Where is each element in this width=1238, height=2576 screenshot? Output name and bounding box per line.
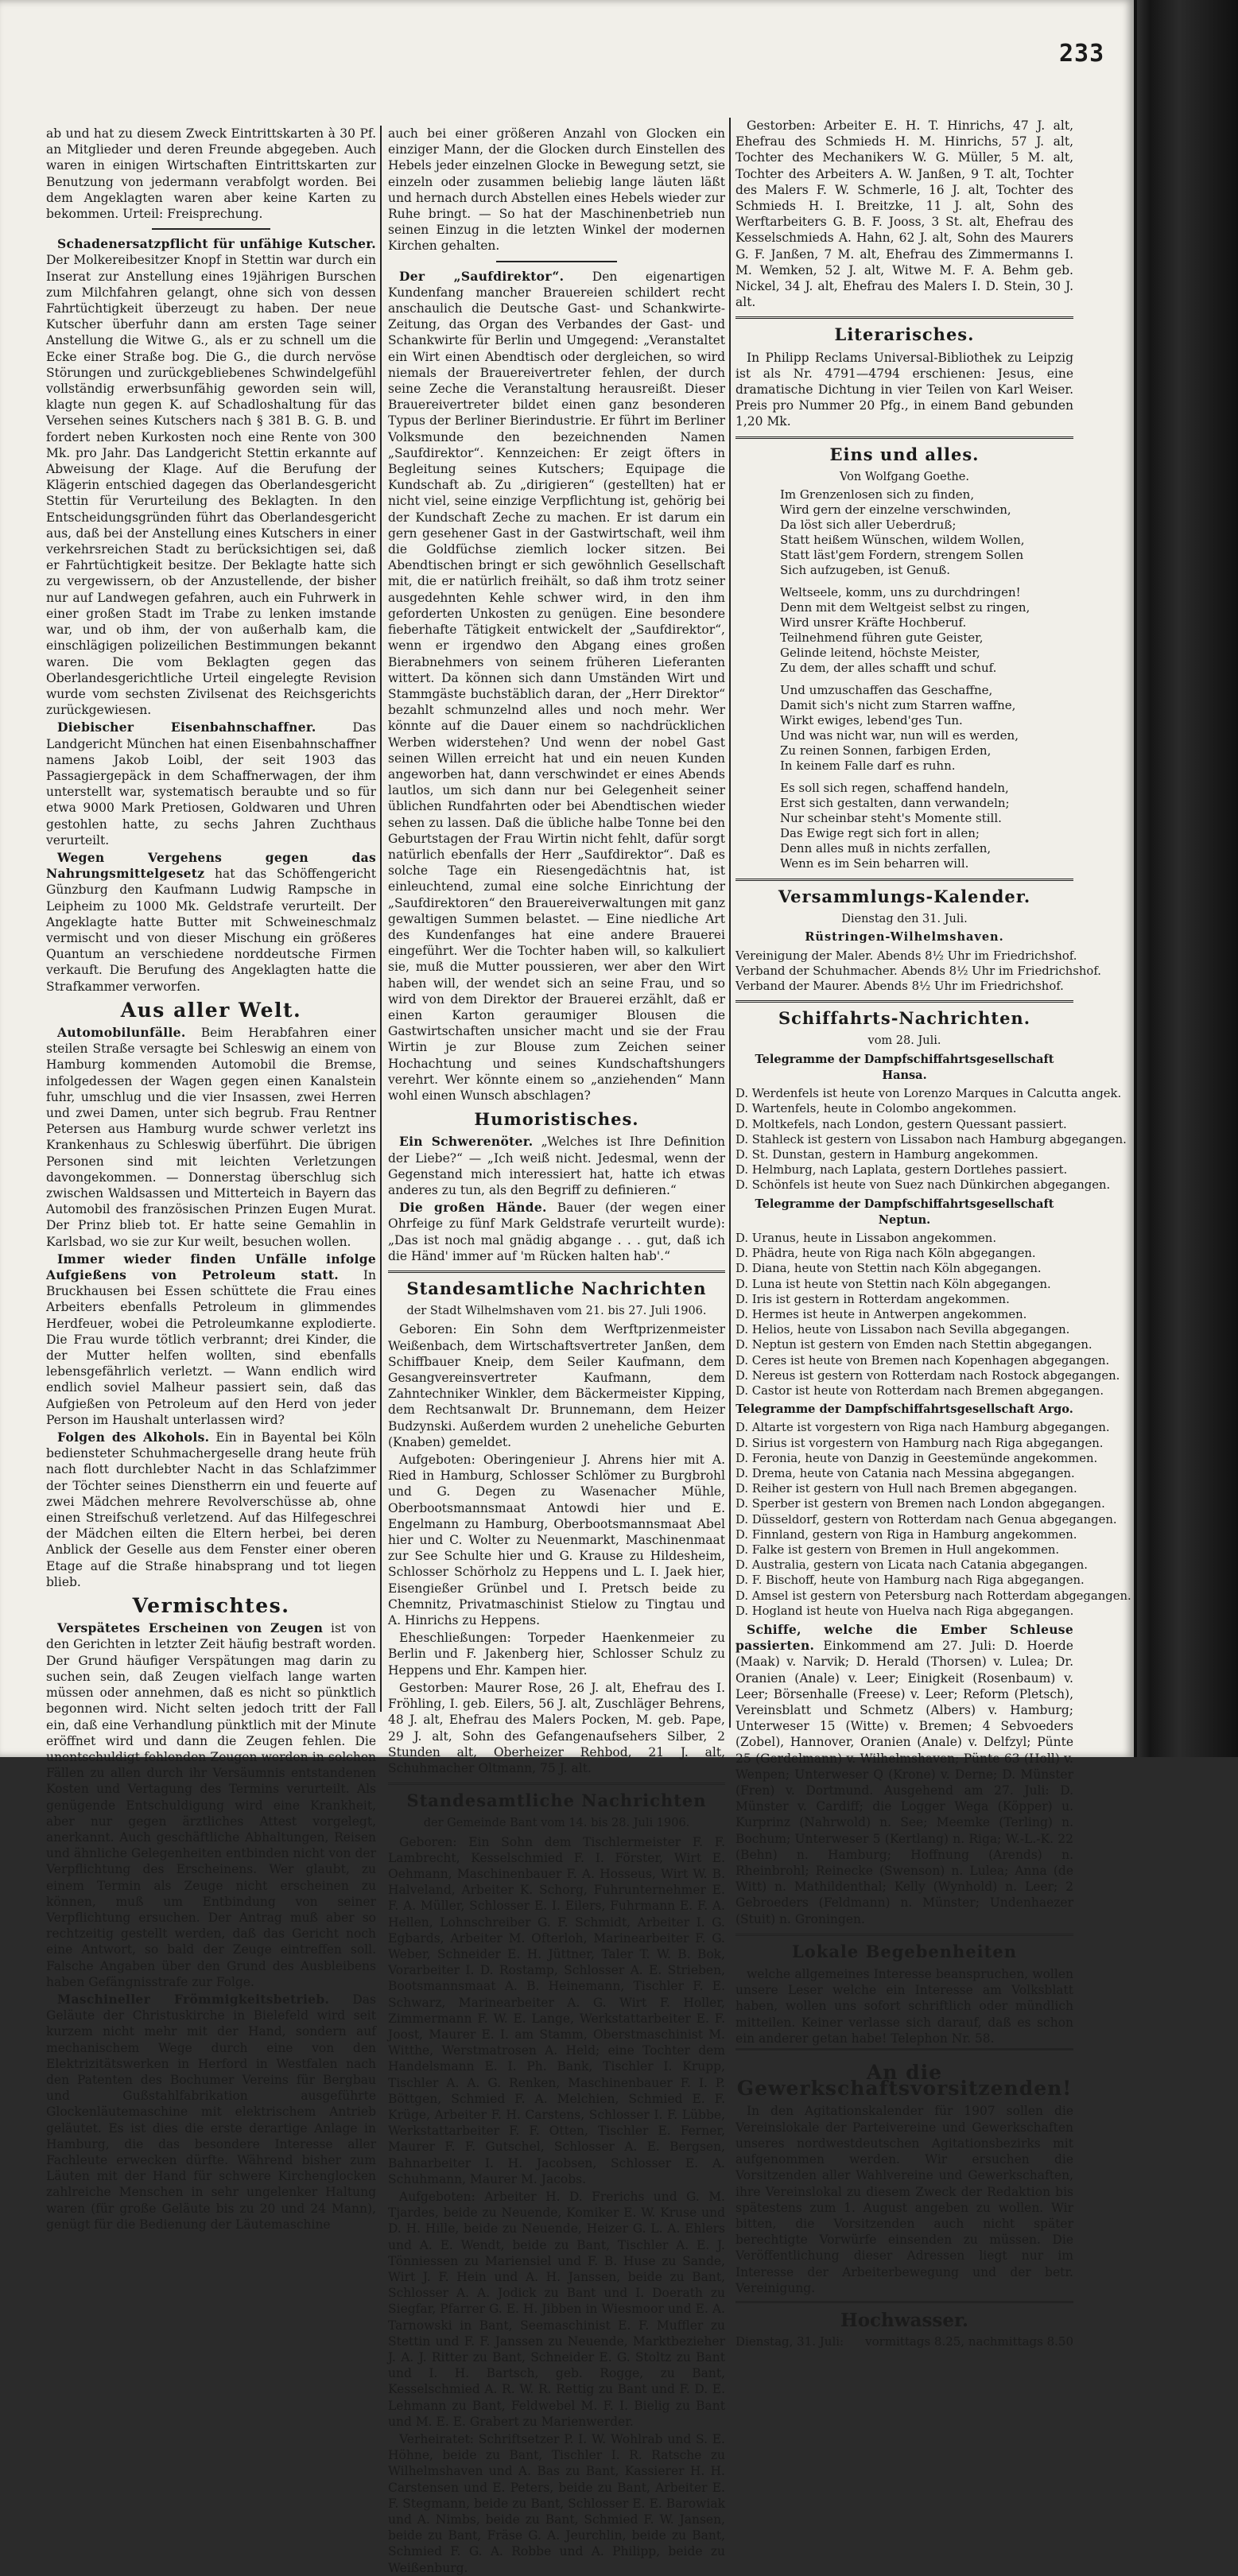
telegram-entry: D. Stahleck ist gestern von Lissabon nach Hamburg abgegangen.	[735, 1132, 1127, 1146]
poem-line: Und was nicht war, nun will es werden,	[780, 728, 1019, 743]
standesamt-geboren: Geboren: Ein Sohn dem Werftprizenmeister Weißenbach, dem Wirtschaftsvertreter Janßen, dem Schiffbauer Kneip, dem Seiler Kaufmann, dem Gesangvereinsvertreter Kaufmann, dem Zahntechniker Winkler, dem Bäckermeister Kipping, dem Rechtsanwalt Dr. Brunnemann, dem Heizer Budzynski. Außerdem wurden 2 uneheliche Geburten (Knaben) gemeldet.	[388, 1322, 725, 1449]
poem-line: Denn alles muß in nichts zerfallen,	[780, 841, 992, 856]
telegram-entry: D. St. Dunstan, gestern in Hamburg angekommen.	[735, 1147, 1038, 1162]
telegram-entry: D. Moltkefels, nach London, gestern Quessant passiert.	[735, 1117, 1067, 1131]
article-nahrungsmittel	[46, 850, 376, 995]
telegram-entry: D. Feronia, heute von Danzig in Geestemünde angekommen.	[735, 1451, 1098, 1465]
column-middle	[388, 126, 725, 2575]
standesamt-verheiratet: Verheiratet: Schriftsetzer P. I. W. Wohlrab und S. E. Höhne, beide zu Bant, Tischler I. R. Ratsche zu Wilhelmshaven und A. Bas zu Bant, Kassierer H. H. Carstensen und E. Peters, beide zu Bant, Arbeiter E. F. Stegmann, beide zu Bant, Schlosser E. E. Barowiak und A. Nimbs, beide zu Bant, Schmied F. W. Jansen, beide zu Bant, Fräse G. A. Jeurchlin, beide zu Bant, Schmied F. G. A. Robbe und A. Philipp, beide zu Weißenburg.	[388, 2432, 725, 2575]
column-left	[46, 126, 376, 2232]
article-kutscher	[46, 236, 376, 718]
standesamt-subtitle: der Gemeinde Bant vom 14. bis 28. Juli 1906.	[423, 1817, 690, 1830]
shipping-date: vom 28. Juli.	[867, 1034, 941, 1048]
telegram-entry: D. Uranus, heute in Lissabon angekommen.	[735, 1231, 997, 1245]
poem-line: Zu reinen Sonnen, farbigen Erden,	[780, 743, 992, 758]
standesamt-gestorben: Gestorben: Maurer Rose, 26 J. alt, Ehefrau des I. Fröhling, I. geb. Eilers, 56 J. alt, Zuschläger Behrens, 48 J. alt, Ehefrau des Malers Pocken, M. geb. Pape, 29 J. alt, Sohn des Gefangenaufsehers Silber, 2 Stunden alt, Oberheizer Rehbod, 21 J. alt, Schuhmacher Oltmann, 75 J. alt.	[388, 1680, 725, 1775]
joke-text: „Welches ist Ihre Definition der Liebe?“ — „Ich weiß nicht. Jedesmal, wenn der Gegenstand mich interessiert hat, hatte ich etwas anderes zu tun, als den Begriff zu definieren.“	[388, 1135, 725, 1197]
poem-line: Nur scheinbar steht's Momente still.	[780, 811, 1002, 826]
standesamt-geboren: Geboren: Ein Sohn dem Tischlermeister F. F. Lambrecht, Kesselschmied F. I. Förster, Wirt E. Oehmann, Maschinenbauer F. A. Hosseus, Wirt W. B. Halveland, Arbeiter K. Schorg, Fuhrunternehmer E. F. A. Müller, Schlosser E. I. Eilers, Fuhrmann E. F. A. Hellen, Lohnschreiber G. F. Schmidt, Arbeiter I. G. Egbards, Arbeiter M. Ofterloh, Marinearbeiter F. G. Weber, Schneider E. H. Jüttner, Taler T. W. B. Bok, Vorarbeiter I. D. Rostamp, Schlosser A. E. Strieben, Bootsmannsmaat A. B. Heinemann, Tischler F. E. Schwarz, Marinearbeiter A. G. Wirt F. Holler, Zimmermann F. W. E. Lange, Werkstattarbeiter E. F. Joost, Maurer E. I. am Stamm, Oberstmaschinist M. Witthe, Werstmatrosen A. Held; eine Tochter dem Handelsmann E. I. Ph. Bank, Tischler I. Krupp, Tischler A. A. G. Renken, Maschinenbauer F. I. P. Böttgen, Schmied F. A. Melchien, Schmied E. F. Krüge, Arbeiter F. H. Carstens, Schlosser I. F. Lübbe, Werkstattarbeiter F. F. Otten, Tischler E. Ferner, Maurer F. F. Gutschel, Schlosser A. E. Bergsen, Bahnarbeiter I. H. Jacobsen, Schlosser E. A. Schuhmann, Maurer M. Jacobs.	[388, 1834, 725, 2186]
telegram-list-neptun	[735, 1231, 1120, 1399]
telegram-entry: D. Schönfels ist heute von Suez nach Dünkirchen abgegangen.	[735, 1178, 1111, 1193]
standesamt-eheschliessungen: Eheschließungen: Torpeder Haenkenmeier zu Berlin und F. Jakenberg hier, Schlosser Schulz zu Heppens und Ehr. Kampen hier.	[388, 1631, 725, 1678]
poem-line: Sich aufzugeben, ist Genuß.	[780, 563, 951, 578]
schleuse-text: Einkommend am 27. Juli: D. Hoerde (Maak) v. Narvik; D. Herald (Thorsen) v. Lulea; Dr. Oranien (Anale) v. Leer; Einigkeit (Rosenbaum) v. Leer; Börsenhalle (Freese) v. Leer; Reform (Pletsch), Vereinsblatt und Schmetz (Albers) v. Hamburg; Unterweser 15 (Witte) v. Bremen; 4 Sebvoeders (Zobel), Hannover, Oranien (Anale) v. Delfzyl; Pünte 25 (Gerdelmann) v. Wilhelmshaven; Pünte 63 (Holl) v. Wenpen; Unterweser Q (Krone) v. Derne; D. Münster (Fren) v. Dortmund. Ausgehend am 27. Juli: D. Münster v. Cardiff; die Logger Wega (Köpper) u. Kurprinz (Nahrwold) n. See; Meemke (Terling) n. Bochum; Unterweser 5 (Kertlang) n. Riga; W.-L.-K. 22 (Behn) n. Hamburg; Hoffnung (Arends) n. Rheinbrohl; Reinecke (Swenson) n. Lulea; Anna (de Witt) n. Mathildenthal; Kelly (Wynhold) n. Leer; 2 Gebroeders (Feldmann) n. Münster; Undenhaezer (Stuit) n. Groningen.	[735, 1639, 1073, 1926]
telegram-entry: D. Nereus ist gestern von Rotterdam nach Rostock abgegangen.	[735, 1368, 1120, 1383]
schleuse-report	[735, 1622, 1073, 1927]
poem-line: Statt heißem Wünschen, wildem Wollen,	[780, 533, 1025, 548]
article-heading: Wegen Vergehens gegen das Nahrungsmittelgesetz	[46, 849, 376, 882]
poem-line: In keinem Falle darf es ruhn.	[780, 758, 956, 774]
column-rule-1	[380, 126, 382, 1712]
separator	[735, 1000, 1073, 1003]
literary-notice: In Philipp Reclams Universal-Bibliothek zu Leipzig ist als Nr. 4791—4794 erschienen: Jesus, eine dramatische Dichtung in vier Teilen von Karl Weiser. Preis pro Nummer 20 Pfg., in einem Band gebunden 1,20 Mk.	[735, 350, 1073, 429]
telegram-entry: D. Werdenfels ist heute von Lorenzo Marques in Calcutta angek.	[735, 1087, 1122, 1101]
joke-schwerenoeter	[388, 1134, 725, 1198]
section-heading-hochwasser: Hochwasser.	[840, 2309, 969, 2331]
separator	[152, 228, 270, 230]
standesamt-aufgeboten: Aufgeboten: Arbeiter H. D. Frerichs und G. M. Tjardes, beide zu Neuende, Komiker E. W. Kruse und D. H. Hille, beide zu Neuende, Heizer G. L. A. Ehlers und A. E. Wendt, beide zu Bant, Tischler A. E. J. Tönniessen zu Mariensiel und F. B. Huse zu Sande, Wirt J. F. Hein und A. H. Janssen, beide zu Bant, Schlosser A. A. Jodick zu Bant und I. Doerath zu Siegfar, Pfarrer G. E. H. Jibben in Wiesmoor und E. A. Tarnowski in Bant, Seemaschinist E. F. Muffler zu Stettin und F. F. Janssen zu Neuende, Marktbezieher J. A. J. Ritter zu Bant, Schneider E. G. Stoltz zu Bant und I. H. Bartsch, geb. Rogge, zu Bant, Kesselschmied A. R. W. R. Rettig zu Bant und F. D. E. Lehmann zu Bant, Feldwebel M. F. I. Bielig zu Bant und M. E. E. Grabert zu Marienwerder.	[388, 2189, 725, 2429]
poem-line: Im Grenzenlosen sich zu finden,	[780, 487, 975, 502]
telegram-heading: Telegramme der Dampfschiffahrtsgesellschaft Hansa.	[755, 1052, 1054, 1082]
separator	[735, 316, 1073, 319]
article-heading: Schadenersatzpflicht für unfähige Kutscher.	[57, 236, 376, 252]
poem-author: Von Wolfgang Goethe.	[840, 470, 969, 483]
calendar-place: Rüstringen-Wilhelmshaven.	[805, 930, 1004, 945]
calendar-entry: Vereinigung der Maler. Abends 8½ Uhr im Friedrichshof.	[735, 949, 1077, 963]
poem-stanza	[780, 781, 1073, 871]
section-heading-standesamt-bant: Standesamtliche Nachrichten	[406, 1790, 707, 1811]
article-heading: Der „Saufdirektor“.	[399, 268, 565, 284]
article-text: ist von den Gerichten in letzter Zeit häufig bestraft worden. Der Grund häufiger Verspätungen mag darin zu suchen sein, daß Zeugen vielfach lange warten müssen oder annehmen, daß es nicht so pünktlich begonnen wird. Nicht selten jedoch tritt der Fall ein, daß eine Verhandlung pünktlich mit der Minute eröffnet wird und dann die Zeugen fehlen. Die unentschuldigt fehlenden Zeugen werden in solchen Fällen zu allen durch ihr Versäumnis entstandenen Kosten und Vertagung des Termins verurteilt. Als genügende Entschuldigung wird eine Krankheit, aber nur gegen ärztliches Attest vorgelegt, anerkannt. Auch geschäftliche Abhaltungen, Reisen und ähnliche Gelegenheiten entbinden nicht von der Verpflichtung des Erscheinens. Wer glaubt, zu einem Termin als Zeuge nicht erscheinen zu können, muß um Entbindung von seiner Verpflichtung ersuchen. Der Antrag muß aber so rechtzeitig gestellt werden, daß das Gericht noch eine Antwort, so bald der Zeuge eintreffen soll. Falsche Angaben über den Grund des Ausbleibens haben Gefängnisstrafe zur Folge.	[46, 1621, 376, 1989]
telegram-entry: D. Finnland, gestern von Riga in Hamburg angekommen.	[735, 1527, 1077, 1542]
telegram-entry: D. Amsel ist gestern von Petersburg nach Rotterdam abgegangen.	[735, 1589, 1131, 1603]
telegram-entry: D. Düsseldorf, gestern von Rotterdam nach Genua abgegangen.	[735, 1512, 1117, 1527]
article-saufdirektor	[388, 269, 725, 1104]
joke-text: Bauer (der wegen einer Ohrfeige zu fünf Mark Geldstrafe verurteilt wurde): „Das ist noch mal gnädig abgange . . . gut, daß ich die Händ' immer auf 'm Rücken halten hab'.“	[388, 1201, 725, 1263]
tide-day: Dienstag, 31. Juli:	[735, 2334, 844, 2349]
article-text: In Bruckhausen bei Essen schüttete die Frau eines Arbeiters ebenfalls Petroleum in glimmendes Herdfeuer, wobei die Petroleumkanne explodierte. Die Frau wurde tötlich verbrannt; drei Kinder, die der Mutter helfen wollten, sind ebenfalls lebensgefährlich verletzt. — Wann endlich wird endlich soviel Malheur passiert sein, daß das Aufgießen von Petroleum auf den Herd von jeder Person im Haushalt unterlassen wird?	[46, 1268, 376, 1427]
separator	[735, 436, 1073, 439]
standesamt-gestorben: Gestorben: Arbeiter E. H. T. Hinrichs, 47 J. alt, Ehefrau des Schmieds H. M. Hinrichs, 57 J. alt, Tochter des Mechanikers W. G. Müller, 5 M. alt, Tochter des Arbeiters A. W. Janßen, 9 T. alt, Tochter des Malers F. W. Schmerle, 16 J. alt, Tochter des Schmieds H. I. Breitzke, 11 J. alt, Sohn des Werftarbeiters G. B. F. Jooss, 3 St. alt, Ehefrau des Kesselschmieds A. Hahn, 62 J. alt, Sohn des Maurers G. F. Janßen, 7 M. alt, Ehefrau des Zimmermanns I. M. Wemken, 52 J. alt, Witwe M. F. A. Behm geb. Nickel, 34 J. alt, Ehefrau des Malers I. D. Stein, 30 J. alt.	[735, 118, 1073, 310]
section-heading-humoristisches: Humoristisches.	[474, 1109, 639, 1130]
schleuse-heading: Schiffe, welche die Ember Schleuse passierten.	[735, 1622, 1073, 1654]
telegram-entry: D. Drema, heute von Catania nach Messina abgegangen.	[735, 1466, 1075, 1480]
telegram-entry: D. Ceres ist heute von Bremen nach Kopenhagen abgegangen.	[735, 1353, 1110, 1368]
section-heading-literarisches: Literarisches.	[834, 324, 975, 345]
telegram-entry: D. Sirius ist vorgestern von Hamburg nach Riga abgegangen.	[735, 1436, 1104, 1450]
article-continuation: ab und hat zu diesem Zweck Eintrittskarten à 30 Pf. an Mitglieder und deren Freunde abgegeben. Auch waren in einigen Wirtschaften Eintrittskarten zur Benutzung von jedermann verabfolgt worden. Bei dem Angeklagten waren aber keine Karten zu bekommen. Urteil: Freisprechung.	[46, 126, 376, 222]
telegram-entry: D. Falke ist gestern von Bremen in Hull angekommen.	[735, 1542, 1060, 1557]
article-heading: Maschineller Frömmigkeitsbetrieb.	[57, 1991, 330, 2007]
section-heading-standesamt-wilhelmshaven: Standesamtliche Nachrichten	[406, 1278, 707, 1299]
section-heading-lokal: Lokale Begebenheiten	[792, 1941, 1017, 1961]
telegram-list-hansa	[735, 1086, 1127, 1193]
telegram-entry: D. Luna ist heute von Stettin nach Köln abgegangen.	[735, 1277, 1051, 1291]
telegram-entry: D. Helmburg, nach Laplata, gestern Dortlehes passiert.	[735, 1163, 1068, 1177]
separator	[496, 261, 618, 262]
joke-haende	[388, 1200, 725, 1264]
telegram-entry: D. Diana, heute von Stettin nach Köln abgegangen.	[735, 1262, 1042, 1276]
standesamt-aufgeboten: Aufgeboten: Oberingenieur J. Ahrens hier mit A. Ried in Hamburg, Schlosser Schlömer zu Burgbrohl und G. Degen zu Wasenacher Mühle, Oberbootsmannsmaat Antowdi hier und E. Engelmann zu Hamburg, Oberbootsmannsmaat Abel hier und C. Wolter zu Neuenmarkt, Maschinenmaat zur See Schulte hier und G. Krause zu Hildesheim, Schlosser Schörholz zu Heppens und L. I. Jaek hier, Eisengießer Grünbel und I. Pretsch beide zu Chemnitz, Privatmaschinist Stielow zu Tingtau und A. Hinrichs zu Heppens.	[388, 1453, 725, 1628]
calendar-entry: Verband der Maurer. Abends 8½ Uhr im Friedrichshof.	[735, 980, 1064, 994]
article-zeugen	[46, 1620, 376, 1990]
poem-stanza	[780, 683, 1073, 774]
telegram-entry: D. Iris ist gestern in Rotterdam angekommen.	[735, 1292, 1010, 1306]
poem-line: Wird unsrer Kräfte Hochberuf.	[780, 615, 967, 630]
telegram-entry: D. Wartenfels, heute in Colombo angekommen.	[735, 1102, 1017, 1116]
book-binding-edge	[1131, 0, 1238, 1757]
article-text: hat das Schöffengericht Günzburg den Kaufmann Ludwig Rampsche in Leipheim zu 1000 Mk. Geldstrafe verurteilt. Der Angeklagte hatte Butter mit Schweineschmalz vermischt und von dieser Mischung ein größeres Quantum an verschiedene norddeutsche Firmen verkauft. Die Berufung des Angeklagten hatte die Strafkammer verworfen.	[46, 867, 376, 994]
telegram-entry: D. Sperber ist gestern von Bremen nach London abgegangen.	[735, 1497, 1105, 1511]
telegram-entry: D. Reiher ist gestern von Hull nach Bremen abgegangen.	[735, 1482, 1077, 1496]
article-text: Ein in Bayental bei Köln bediensteter Schuhmachergeselle drang heute früh nach flott durchlebter Nacht in das Schlafzimmer der Töchter seines Dienstherrn ein und feuerte auf zwei Mädchen mehrere Revolverschüsse ab, ohne einen Streifschuß verletzend. Auf das Hilfegeschrei der Mädchen eilten die Eltern herbei, bei deren Anblick der Geselle aus dem Fenster einer oberen Etage auf die Straße hinabsprang und tot liegen blieb.	[46, 1430, 376, 1589]
telegram-entry: D. Helios, heute von Lissabon nach Sevilla abgegangen.	[735, 1323, 1070, 1337]
column-rule-2	[729, 118, 731, 1728]
union-notice-title: An die Gewerkschaftsvorsitzenden!	[736, 2061, 1073, 2101]
poem-line: Wirkt ewiges, lebend'ges Tun.	[780, 713, 963, 728]
poem-line: Teilnehmend führen gute Geister,	[780, 630, 984, 646]
article-heading: Folgen des Alkohols.	[57, 1430, 210, 1445]
article-froemmigkeit	[46, 1992, 376, 2233]
poem-line: Es soll sich regen, schaffend handeln,	[780, 781, 1009, 796]
column-right	[735, 118, 1131, 2349]
joke-heading: Ein Schwerenöter.	[399, 1134, 534, 1150]
poem-line: Statt läst'gem Fordern, strengem Sollen	[780, 548, 1024, 563]
section-heading-versammlungen: Versammlungs-Kalender.	[778, 886, 1031, 907]
article-continuation: auch bei einer größeren Anzahl von Glocken ein einziger Mann, der die Glocken durch Einstellen des Hebels jeder einzelnen Glocke in Bewegung setzt, sie einzeln oder zusammen beliebig lange läuten läßt und hernach durch Abstellen eines Hebels wieder zur Ruhe bringt. — So hat der Maschinenbetrieb nun seinen Einzug in die letzten Winkel der modernen Kirchen gehalten.	[388, 126, 725, 254]
telegram-entry: D. Australia, gestern von Licata nach Catania abgegangen.	[735, 1558, 1088, 1573]
poem-stanza	[780, 487, 1073, 578]
poem-line: Wird gern der einzelne verschwinden,	[780, 502, 1011, 518]
article-alkohol	[46, 1430, 376, 1590]
joke-heading: Die großen Hände.	[399, 1200, 547, 1216]
poem-line: Weltseele, komm, uns zu durchdringen!	[780, 585, 1021, 600]
separator	[388, 1271, 725, 1273]
separator	[388, 1783, 725, 1785]
telegram-entry: D. Altarte ist vorgestern von Riga nach Hamburg abgegangen.	[735, 1421, 1110, 1435]
telegram-entry: D. Neptun ist gestern von Emden nach Stettin abgegangen.	[735, 1338, 1092, 1352]
article-heading: Immer wieder finden Unfälle infolge Aufgießens von Petroleum statt.	[46, 1251, 376, 1283]
poem-line: Damit sich's nicht zum Starren waffne,	[780, 698, 1016, 713]
article-automobil	[46, 1025, 376, 1250]
union-notice-box	[735, 2048, 1073, 2303]
article-petroleum	[46, 1251, 376, 1428]
calendar-entry: Verband der Schuhmacher. Abends 8½ Uhr im Friedrichshof.	[735, 964, 1101, 978]
article-text: Der Molkereibesitzer Knopf in Stettin war durch ein Inserat zur Anstellung eines 19jährigen Burschen zum Milchfahren gelangt, ohne sich von dessen Fahrtüchtigkeit überzeugt zu haben. Der neue Kutscher überfuhr dann am ersten Tage seiner Anstellung die Witwe G., als er zu schnell um die Ecke einer Straße bog. Die G., die durch nervöse Störungen und zurückgebliebenes Schwindelgefühl vollständig erwerbsunfähig geworden sein will, klagte nun gegen K. auf Schadloshaltung für das Versehen seines Kutschers nach § 381 B. G. B. und fordert neben Kurkosten noch eine Rente von 300 Mk. pro Jahr. Das Landgericht Stettin erkannte auf Abweisung der Klage. Auf die Berufung der Klägerin entschied dagegen das Oberlandesgericht Stettin für Verurteilung des Beklagten. In den Entscheidungsgründen führt das Oberlandesgericht aus, daß bei der Anstellung eines Kutschers in einer verkehrsreichen Stadt zu berücksichtigen sei, daß er Fahrtüchtigkeit besitze. Der Beklagte hatte sich zu vergewissern, ob der Anzustellende, der bisher nur auf Landwegen gefahren, auch ein Fuhrwerk in einer großen Stadt im Trabe zu lenken imstande war, und ob ihm, der von außerhalb kam, die einschlägigen polizeilichen Bestimmungen bekannt waren. Die vom Beklagten gegen das Oberlandesgerichtliche Urteil eingelegte Revision wurde vom sechsten Zivilsenat des Reichsgerichts zurückgewiesen.	[46, 253, 376, 718]
telegram-entry: D. Hermes ist heute in Antwerpen angekommen.	[735, 1307, 1027, 1321]
telegram-entry: D. Castor ist heute von Rotterdam nach Bremen abgegangen.	[735, 1383, 1104, 1398]
separator	[735, 879, 1073, 881]
calendar-date: Dienstag den 31. Juli.	[841, 913, 968, 926]
section-heading-aus-aller-welt: Aus aller Welt.	[120, 998, 302, 1022]
telegram-entry: D. Hogland ist heute von Huelva nach Riga abgegangen.	[735, 1604, 1074, 1618]
poem-line: Da löst sich aller Ueberdruß;	[780, 518, 957, 533]
poem-line: Denn mit dem Weltgeist selbst zu ringen,	[780, 600, 1030, 615]
poem-line: Das Ewige regt sich fort in allen;	[780, 826, 980, 841]
article-heading: Verspätetes Erscheinen von Zeugen	[57, 1620, 324, 1636]
telegram-entry: D. Phädra, heute von Riga nach Köln abgegangen.	[735, 1247, 1036, 1261]
article-text: Das Geläute der Christuskirche in Bielefeld wird seit kurzem nicht mehr mit der Hand, sondern auf mechanischem Wege durch eine von den Elektrizitätswerken in Herford in Westfalen nach den Patenten des Bochumer Vereins für Bergbau und Gußstahlfabrikation ausgeführte Glockenläutemaschine mit elektrischem Antrieb geläutet. Es ist dies die erste derartige Anlage in Hamburg, die das besondere Interesse aller Fachleute erwecken dürfte. Während bisher zum Läuten mit der Hand für schwere Kirchenglocken zahlreiche Menschen in sehr ungelenker Haltung waren (für große Geläute bis zu 20 und 24 Mann), genügt für die Bedienung der Läutemaschine	[46, 1992, 376, 2232]
poem-line: Wenn es im Sein beharren will.	[780, 856, 969, 871]
telegram-heading: Telegramme der Dampfschiffahrtsgesellschaft Neptun.	[755, 1197, 1054, 1227]
article-text: Den eigenartigen Kundenfang mancher Brauereien schildert recht anschaulich die Deutsche Gast- und Schankwirte-Zeitung, das Organ des Verbandes der Gast- und Schankwirte für Berlin und Umgegend: „Veranstaltet ein Wirt einen Abendtisch oder dergleichen, so wird niemals der Brauereivertreter fehlen, der durch seine Zeche die Veranstaltung herausreißt. Dieser Brauereivertreter bildet einen ganz besonderen Typus der Berliner Bierindustrie. Er führt im Berliner Volksmunde den bezeichnenden Namen „Saufdirektor“. Kennzeichen: Er zeigt öfters in Begleitung seines Kutschers; Equipage die Kundschaft ab. Zu „dirigieren“ (gestellten) hat er nicht viel, seine einzige Verpflichtung ist, gehörig bei der Kundschaft Zeche zu machen. Er ist darum ein gern gesehener Gast in der Gastwirtschaft, weil ihm die Goldfüchse ziemlich locker sitzen. Bei Abendtischen bringt er sich gewöhnlich Gesellschaft mit, die er natürlich freihält, so daß ihm trotz seiner ausgedehnten Kehle schwer wird, in den ihm geforderten Unkosten zu genügen. Eine besondere fieberhafte Tätigkeit entwickelt der „Saufdirektor“, wenn er irgendwo den Abgang eines großen Bierabnehmers von seinem früheren Lieferanten wittert. Da können sich dann Umständen Wirt und Stammgäste buchstäblich daran, der „Herr Direktor“ bezahlt schmunzelnd alles und noch mehr. Wer könnte auf die Dauer einem so nachdrücklichen Werben widerstehen? Und wenn der nobel Gast seinen Willen erreicht hat und ein neuen Kunden angeworben hat, dann verschwindet er eines Abends lautlos, um sich dann nur bei Gelegenheit seiner üblichen Rundfahrten oder bei Abendtischen wieder sehen zu lassen. Daß die übliche halbe Tonne bei den Geburtstagen der Frau Wirtin nicht fehlt, dafür sorgt natürlich ebenfalls der Herr „Saufdirektor“. Daß es solche Tage ein Riesengedächtnis hat, ist einleuchtend, zumal eine solche Einrichtung der „Saufdirektoren“ den Brauereiverwaltungen mit ganz gewaltigen Summen belastet. — Eine niedliche Art des Kundenfanges hat eine andere Brauerei eingeführt. Wer die Tochter haben will, so kalkuliert sie, muß die Mutter poussieren, wer aber den Wirt haben will, der wendet sich an seine Frau, und so wird von dem Direktor der Brauerei erzählt, daß er einen Karton geraumiger Blousen die Gastwirtschaften unsicher macht und sie der Frau Wirtin je zur Blouse zum Zeichen seiner Hochachtung und seines Kundschaftshungers verehrt. Wer könnte einem so „anziehenden“ Mann wohl einen Wunsch abschlagen?	[388, 269, 725, 1103]
poem-line: Zu dem, der alles schafft und schuf.	[780, 661, 997, 676]
lokal-text: welche allgemeines Interesse beanspruchen, wollen unsere Leser welche ein Interesse am Volksblatt haben, wollen uns sofort schriftlich oder mündlich mitteilen. Keiner verlasse sich darauf, daß es schon ein anderer getan habe! Telephon Nr. 58.	[735, 1967, 1073, 2046]
poem-title: Eins und alles.	[829, 444, 980, 464]
section-heading-schiffahrt: Schiffahrts-Nachrichten.	[778, 1008, 1031, 1029]
calendar-list	[735, 949, 1101, 995]
article-text: Das Landgericht München hat einen Eisenbahnschaffner namens Jakob Loibl, der seit 1903 das Passagiergepäck in dem Schaffnerwagen, der ihm unterstellt war, systematisch beraubte und so für etwa 9000 Mark Pretiosen, Goldwaren und Uhren gestohlen hatte, zu sechs Jahren Zuchthaus verurteilt.	[46, 720, 376, 848]
article-text: Beim Herabfahren einer steilen Straße versagte bei Schleswig an einem von Hamburg kommenden Automobil die Bremse, infolgedessen der Wagen gegen einen Kanalstein fuhr, umschlug und die vier Insassen, zwei Herren und zwei Damen, unter sich begrub. Frau Rentner Petersen aus Hamburg wurde schwer verletzt ins Krankenhaus zu Schleswig überführt. Die übrigen Personen sind mit leichten Verletzungen davongekommen. — Donnerstag überschlug sich zwischen Waldsassen und Mitterteich in Bayern das Automobil des französischen Prinzen Eugen Murat. Der Prinz blieb tot. Er hatte seine Gemahlin in Karlsbad, wo sie zur Kur weilt, besuchen wollen.	[46, 1025, 376, 1249]
article-heading: Diebischer Eisenbahnschaffner.	[57, 720, 316, 735]
union-notice-text: In den Agitationskalender für 1907 sollen die Vereinslokale der Parteivereine und Gewerkschaften unseres nordwestdeutschen Agitationsbezirks mit aufgenommen werden. Wir ersuchen die Vorsitzenden aller Wahlvereine und Gewerkschaften, ihre Vereinslokal zu diesem Zweck der Redaktion bis spätestens zum 1. August angeben zu wollen. Wir bitten, die Vorsitzenden auch nicht später berechtigte Vorwürfe einsenden zu müssen. Die Veröffentlichung dieser Adressen liegt nur im Interesse der Arbeiterbewegung und der betr. Vereinigung.	[735, 2104, 1073, 2295]
telegram-entry: D. F. Bischoff, heute von Hamburg nach Riga abgegangen.	[735, 1573, 1085, 1588]
poem-line: Erst sich gestalten, dann verwandeln;	[780, 796, 1010, 811]
article-schaffner	[46, 720, 376, 848]
tide-line	[735, 2334, 1073, 2349]
tide-times: vormittags 8.25, nachmittags 8.50	[865, 2334, 1073, 2349]
standesamt-subtitle: der Stadt Wilhelmshaven vom 21. bis 27. Juli 1906.	[406, 1305, 707, 1318]
separator	[735, 1934, 1073, 1936]
article-heading: Automobilunfälle.	[57, 1024, 186, 1040]
section-heading-vermischtes: Vermischtes.	[132, 1594, 290, 1618]
poem-body	[780, 487, 1073, 871]
poem-line: Und umzuschaffen das Geschaffne,	[780, 683, 993, 698]
telegram-heading: Telegramme der Dampfschiffahrtsgesellschaft Argo.	[735, 1402, 1073, 1417]
poem-stanza	[780, 585, 1073, 676]
poem-line: Gelinde leitend, höchste Meister,	[780, 646, 980, 661]
telegram-list-argo	[735, 1420, 1131, 1619]
page-number: 233	[1059, 40, 1105, 68]
